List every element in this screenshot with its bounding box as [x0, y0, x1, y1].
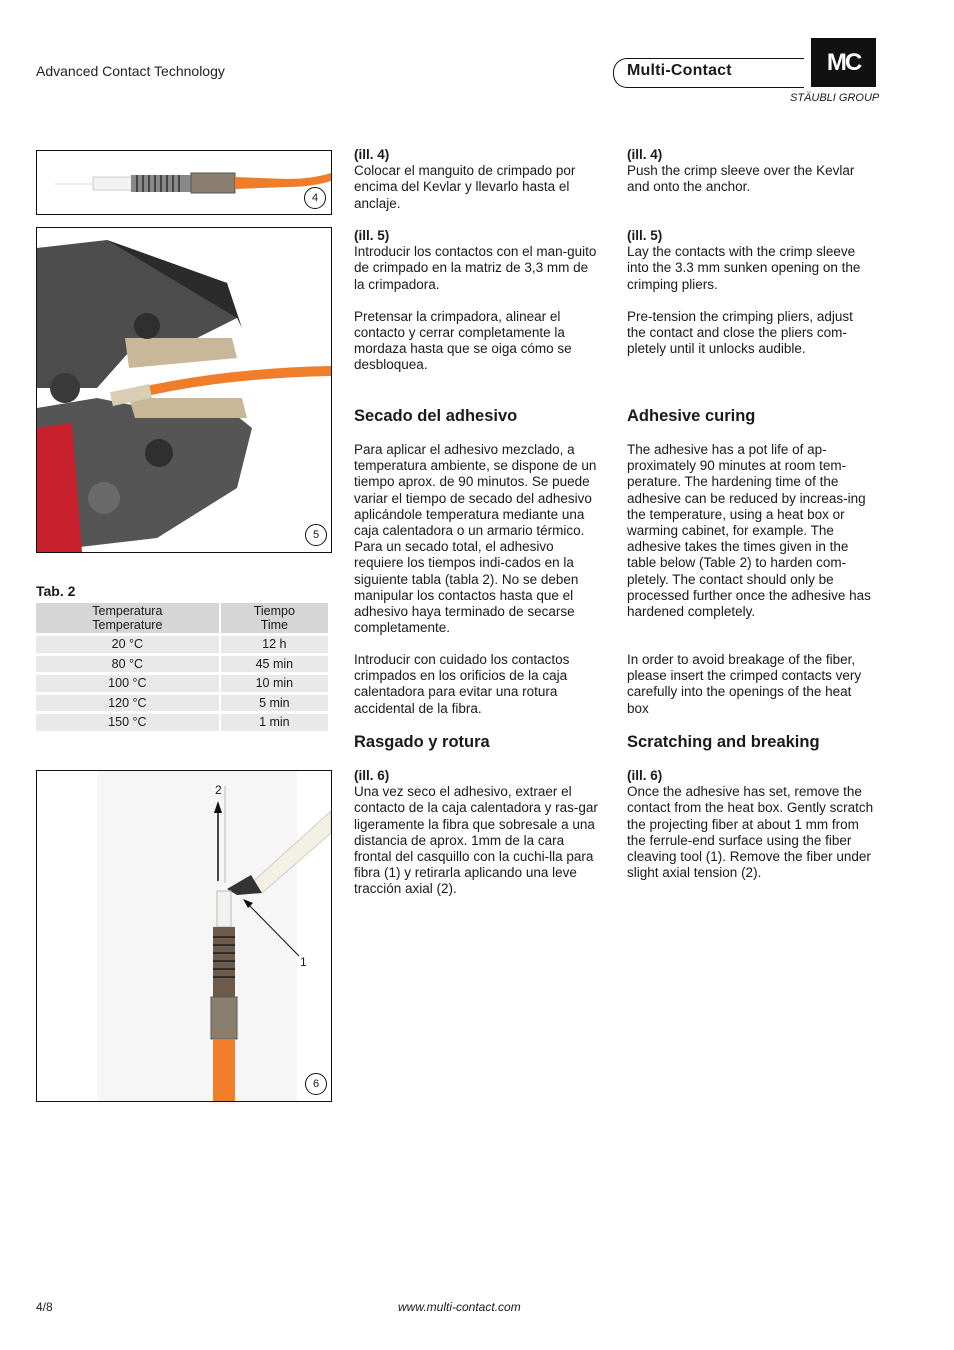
english-column: [627, 147, 875, 196]
en-ill6-text: Once the adhesive has set, remove the contact from the heat box. Gently scratch the projecting fiber at about 1 mm from the ferrule-end surface using the fiber cleaving tool (1). Remove the fiber under slight axial tension (2).: [627, 784, 874, 881]
table-row: [36, 675, 328, 692]
spanish-ill5: [354, 228, 602, 374]
table-cell: 150 °C: [36, 714, 219, 731]
figure-5: [36, 227, 332, 553]
table-cell: 20 °C: [36, 636, 219, 653]
curing-time-table: [34, 600, 330, 734]
es-heading-scratch: Rasgado y rotura: [354, 733, 490, 751]
en-heading-curing: Adhesive curing: [627, 407, 756, 425]
table-cell: 10 min: [221, 675, 328, 692]
english-ill5: [627, 228, 875, 357]
en-curing-block: [627, 442, 875, 620]
es-ill6-block: [354, 768, 602, 898]
mc-logo: MC: [811, 38, 876, 87]
es-ill5-text: Introducir los contactos con el man-guito de crimpado en la matriz de 3,3 mm de la crimpadora.: [354, 244, 597, 292]
table-cell: 45 min: [221, 656, 328, 673]
en-curing-text: The adhesive has a pot life of ap-proximately 90 minutes at room tem-perature. The hardening time of the adhesive can be reduced by increas-ing the temperature, using a heat box or warming cabinet, for example. The adhesive takes the times given in the table below (Table 2) to harden com-pletely. The contact should only be processed further once the adhesive has hardened completely.: [627, 442, 871, 620]
brand-name: Multi-Contact: [627, 62, 732, 79]
es-ill5-text2: Pretensar la crimpadora, alinear el contacto y cerrar completamente la mordaza hasta que se oiga cómo se desbloquea.: [354, 308, 572, 373]
figure-6: [36, 770, 332, 1102]
table-header-time: Tiempo Time: [221, 603, 328, 633]
table-cell: 12 h: [221, 636, 328, 653]
table-cell: 80 °C: [36, 656, 219, 673]
en-curing-block2: [627, 652, 875, 717]
header-section-title: Advanced Contact Technology: [36, 63, 225, 79]
es-ill5-label: (ill. 5): [354, 228, 390, 243]
en-ill6-label: (ill. 6): [627, 768, 663, 783]
en-ill4-text: Push the crimp sleeve over the Kevlar and onto the anchor.: [627, 163, 855, 195]
es-heading-curing: Secado del adhesivo: [354, 407, 518, 425]
crimp-sleeve-illustration: [37, 151, 331, 214]
arrow-label-2: 2: [215, 783, 222, 797]
spanish-column: [354, 147, 602, 212]
en-curing-text2: In order to avoid breakage of the fiber, please insert the crimped contacts very carefully into the openings of the heat box: [627, 652, 862, 716]
en-heading-scratch: Scratching and breaking: [627, 733, 820, 751]
es-ill6-label: (ill. 6): [354, 768, 390, 783]
table-row: [36, 714, 328, 731]
table-row: [36, 695, 328, 712]
en-ill5-text2: Pre-tension the crimping pliers, adjust the contact and close the pliers com-pletely until it unlocks audible.: [627, 308, 853, 357]
arrow-label-1: 1: [300, 955, 307, 969]
table-row: [36, 636, 328, 653]
table-cell: 100 °C: [36, 675, 219, 692]
figure-number-4: 4: [304, 187, 326, 209]
en-ill5-text: Lay the contacts with the crimp sleeve into the 3.3 mm sunken opening on the crimping pliers.: [627, 244, 861, 292]
en-ill6-block: [627, 768, 875, 881]
table-cell: 5 min: [221, 695, 328, 712]
figure-number-6: 6: [305, 1073, 327, 1095]
table-title: Tab. 2: [36, 583, 76, 599]
es-curing-block: [354, 442, 602, 636]
es-ill6-text: Una vez seco el adhesivo, extraer el contacto de la caja calentadora y ras-gar ligeramente la fibra que sobresale a una distancia de aprox. 1mm de la cara frontal del casquillo con la cuchi-lla para fibra (1) y retirarla aplicando una leve tracción axial (2).: [354, 784, 598, 897]
es-ill4-label: (ill. 4): [354, 147, 390, 162]
es-curing-text: Para aplicar el adhesivo mezclado, a temperatura ambiente, se dispone de un tiempo aprox. de 90 minutos. Se puede variar el tiempo de secado del adhesivo aplicándole temperatura mediante una caja calentadora o un armario térmico. Para un secado total, el adhesivo requiere los tiempos indi-cados en la siguiente tabla (tabla 2). No se deben manipular los contactos hasta que el adhesivo haya terminado de secarse completamente.: [354, 442, 597, 636]
table-header-temperature: Temperatura Temperature: [36, 603, 219, 633]
fiber-cleaving-illustration: [37, 771, 331, 1101]
table-row: [36, 656, 328, 673]
en-ill4-label: (ill. 4): [627, 147, 663, 162]
group-name: STÄUBLI GROUP: [790, 92, 880, 104]
figure-number-5: 5: [305, 524, 327, 546]
table-header-row: [36, 603, 328, 633]
es-curing-text2: Introducir con cuidado los contactos crimpados en los orificios de la caja calentadora para evitar una rotura accidental de la fibra.: [354, 652, 570, 716]
crimping-pliers-illustration: [37, 228, 331, 552]
en-ill5-label: (ill. 5): [627, 228, 663, 243]
table-cell: 1 min: [221, 714, 328, 731]
figure-4: [36, 150, 332, 215]
table-cell: 120 °C: [36, 695, 219, 712]
page-number: 4/8: [36, 1300, 53, 1314]
es-ill4-text: Colocar el manguito de crimpado por encima del Kevlar y llevarlo hasta el anclaje.: [354, 163, 576, 211]
es-curing-block2: [354, 652, 602, 717]
footer-url[interactable]: www.multi-contact.com: [398, 1300, 521, 1314]
